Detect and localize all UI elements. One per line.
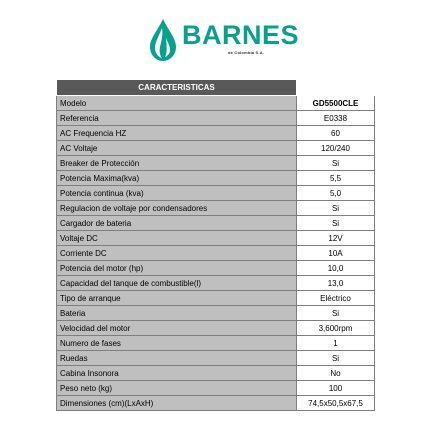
spec-table-header-row: [57, 80, 375, 96]
table-row: [57, 366, 375, 381]
spec-table-header: CARACTERISTICAS: [57, 80, 297, 96]
spec-label: Ruedas: [57, 351, 297, 366]
spec-value: 5,5: [297, 171, 375, 186]
spec-table-body: [57, 96, 375, 411]
spec-value: 60: [297, 126, 375, 141]
table-row: [57, 216, 375, 231]
spec-value: Si: [297, 201, 375, 216]
spec-value: 3,600rpm: [297, 321, 375, 336]
table-row: [57, 381, 375, 396]
table-row: [57, 291, 375, 306]
spec-label: AC Frequencia HZ: [57, 126, 297, 141]
table-row: [57, 126, 375, 141]
spec-label: Corriente DC: [57, 246, 297, 261]
spec-value: 1: [297, 336, 375, 351]
brand-logo: [0, 14, 430, 64]
table-row: [57, 321, 375, 336]
spec-label: Potencia del motor (hp): [57, 261, 297, 276]
spec-label: Capacidad del tanque de combustible(l): [57, 276, 297, 291]
spec-value: 10,0: [297, 261, 375, 276]
spec-label: AC Voltaje: [57, 141, 297, 156]
spec-table: [56, 79, 375, 411]
table-row: [57, 306, 375, 321]
spec-value: 13,0: [297, 276, 375, 291]
spec-label: Bateria: [57, 306, 297, 321]
table-row: [57, 96, 375, 111]
spec-label: Velocidad del motor: [57, 321, 297, 336]
spec-value: E0338: [297, 111, 375, 126]
spec-value: 74,5x50,5x67,5: [297, 396, 375, 411]
spec-label: Referencia: [57, 111, 297, 126]
brand-subtitle: de Colombia S.A.: [228, 50, 265, 55]
table-row: [57, 276, 375, 291]
spec-value: GD5500CLE: [297, 96, 375, 111]
spec-label: Cabina Insonora: [57, 366, 297, 381]
table-row: [57, 201, 375, 216]
spec-label: Cargador de bateria: [57, 216, 297, 231]
table-row: [57, 171, 375, 186]
spec-label: Dimensiones (cm)(LxAxH): [57, 396, 297, 411]
spec-value: Si: [297, 351, 375, 366]
spec-value: Si: [297, 216, 375, 231]
spec-label: Potencia continua (kva): [57, 186, 297, 201]
brand-name: BARNES: [182, 20, 300, 50]
spec-label: Potencia Maxima(kva): [57, 171, 297, 186]
spec-label: Modelo: [57, 96, 297, 111]
spec-value: 12V: [297, 231, 375, 246]
spec-value: Si: [297, 156, 375, 171]
spec-label: Breaker de Protección: [57, 156, 297, 171]
spec-value: 120/240: [297, 141, 375, 156]
spec-value: 5,0: [297, 186, 375, 201]
spec-label: Regulacion de voltaje por condensadores: [57, 201, 297, 216]
table-row: [57, 156, 375, 171]
table-row: [57, 231, 375, 246]
spec-label: Voltaje DC: [57, 231, 297, 246]
spec-value: Si: [297, 306, 375, 321]
table-row: [57, 396, 375, 411]
spec-label: Numero de fases: [57, 336, 297, 351]
spec-table-header-blank: [297, 80, 375, 96]
spec-label: Peso neto (kg): [57, 381, 297, 396]
spec-value: 10A: [297, 246, 375, 261]
spec-value: Eléctrico: [297, 291, 375, 306]
water-drop-icon: [148, 18, 178, 62]
table-row: [57, 111, 375, 126]
spec-label: Tipo de arranque: [57, 291, 297, 306]
table-row: [57, 246, 375, 261]
table-row: [57, 141, 375, 156]
table-row: [57, 261, 375, 276]
table-row: [57, 186, 375, 201]
table-row: [57, 336, 375, 351]
table-row: [57, 351, 375, 366]
spec-value: No: [297, 366, 375, 381]
spec-value: 100: [297, 381, 375, 396]
